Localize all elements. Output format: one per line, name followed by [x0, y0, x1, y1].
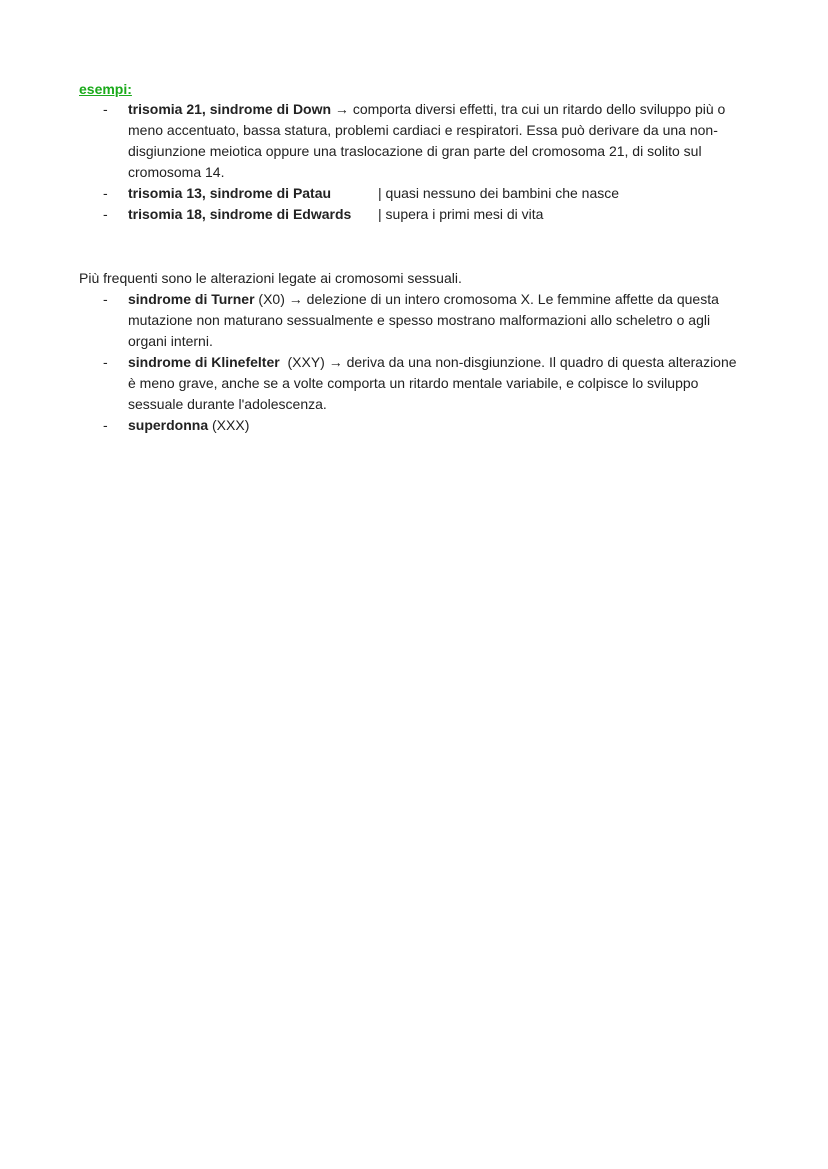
sex-chromosome-list	[0, 289, 743, 436]
list-item	[0, 183, 743, 204]
item-text: (X0) → delezione di un intero cromosoma X. Le femmine affette da questa mutazione non maturano sessualmente e spesso mostrano malformazioni allo scheletro o agli organi interni.	[128, 291, 719, 349]
list-item	[0, 204, 743, 225]
intro-paragraph: Più frequenti sono le alterazioni legate ai cromosomi sessuali.	[79, 270, 462, 286]
bullet-dash: -	[103, 417, 108, 433]
item-term: trisomia 18, sindrome di Edwards	[128, 206, 352, 222]
item-text: (XXY) → deriva da una non-disgiunzione. Il quadro di questa alterazione è meno grave, anche se a volte comporta un ritardo mentale variabile, e colpisce lo sviluppo sessuale durante l'adolescenza.	[128, 354, 741, 412]
bullet-dash: -	[103, 101, 108, 117]
bullet-dash: -	[103, 185, 108, 201]
item-term: superdonna	[128, 417, 209, 433]
item-term: sindrome di Turner	[128, 291, 255, 307]
bullet-dash: -	[103, 291, 108, 307]
list-item	[0, 415, 743, 436]
bullet-dash: -	[103, 206, 108, 222]
item-term: sindrome di Klinefelter	[128, 354, 280, 370]
list-item	[0, 99, 743, 183]
item-text: | supera i primi mesi di vita	[378, 206, 544, 222]
item-text: | quasi nessuno dei bambini che nasce	[378, 185, 620, 201]
item-term: trisomia 13, sindrome di Patau	[128, 185, 332, 201]
bullet-dash: -	[103, 354, 108, 370]
examples-list	[0, 99, 743, 225]
item-term: trisomia 21, sindrome di Down	[128, 101, 332, 117]
list-item	[0, 352, 743, 415]
list-item	[0, 289, 743, 352]
examples-heading: esempi:	[79, 81, 132, 97]
item-text: → comporta diversi effetti, tra cui un ritardo dello sviluppo più o meno accentuato, bassa statura, problemi cardiaci e respiratori. Essa può derivare da una non-disgiunzione meiotica oppure una traslocazione di gran parte del cromosoma 21, di solito sul cromosoma 14.	[128, 101, 726, 180]
item-text: (XXX)	[208, 417, 250, 433]
